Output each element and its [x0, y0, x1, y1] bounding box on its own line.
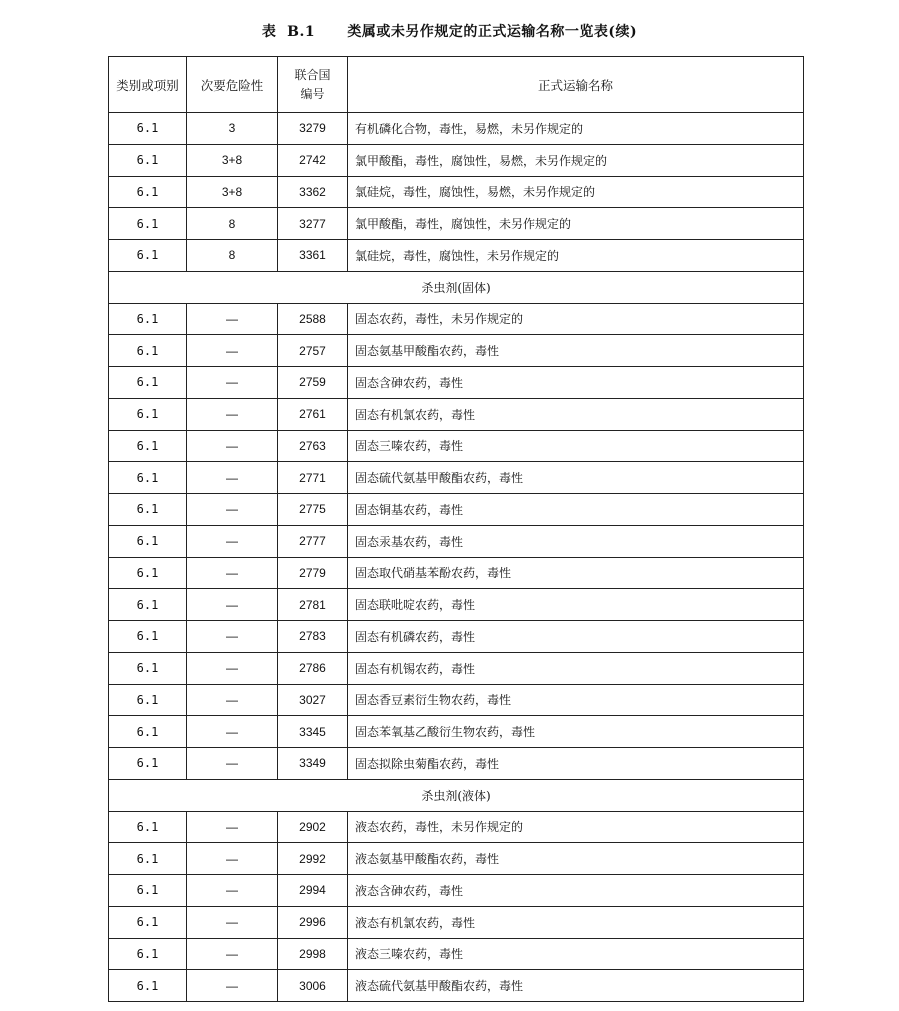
cell-un-number: 3279: [278, 113, 348, 145]
cell-shipping-name: 氯硅烷，毒性，腐蚀性，易燃，未另作规定的: [348, 176, 804, 208]
cell-un-number: 2763: [278, 430, 348, 462]
table-header-row: [109, 57, 804, 113]
cell-subsidiary-risk: —: [187, 430, 278, 462]
cell-subsidiary-risk: 3+8: [187, 144, 278, 176]
table-row: [109, 906, 804, 938]
cell-subsidiary-risk: —: [187, 335, 278, 367]
table-row: [109, 144, 804, 176]
table-row: [109, 398, 804, 430]
table-row: [109, 240, 804, 272]
cell-class: 6.1: [109, 240, 187, 272]
table-row: [109, 875, 804, 907]
table-row: [109, 716, 804, 748]
cell-subsidiary-risk: —: [187, 557, 278, 589]
cell-class: 6.1: [109, 938, 187, 970]
cell-subsidiary-risk: —: [187, 303, 278, 335]
cell-subsidiary-risk: —: [187, 938, 278, 970]
table-row: [109, 621, 804, 653]
cell-class: 6.1: [109, 462, 187, 494]
table-row: [109, 367, 804, 399]
table-row: [109, 811, 804, 843]
cell-class: 6.1: [109, 430, 187, 462]
cell-un-number: 3361: [278, 240, 348, 272]
cell-shipping-name: 液态农药，毒性，未另作规定的: [348, 811, 804, 843]
table-row: [109, 557, 804, 589]
table-row: [109, 652, 804, 684]
cell-shipping-name: 固态拟除虫菊酯农药，毒性: [348, 748, 804, 780]
cell-un-number: 2742: [278, 144, 348, 176]
cell-un-number: 2761: [278, 398, 348, 430]
table-row: [109, 303, 804, 335]
cell-class: 6.1: [109, 303, 187, 335]
cell-shipping-name: 氯甲酸酯，毒性，腐蚀性，易燃，未另作规定的: [348, 144, 804, 176]
table-row: [109, 430, 804, 462]
table-row: [109, 684, 804, 716]
cell-un-number: 2902: [278, 811, 348, 843]
cell-class: 6.1: [109, 748, 187, 780]
cell-class: 6.1: [109, 367, 187, 399]
cell-un-number: 3006: [278, 970, 348, 1002]
cell-subsidiary-risk: 3+8: [187, 176, 278, 208]
cell-shipping-name: 固态有机氯农药，毒性: [348, 398, 804, 430]
cell-subsidiary-risk: 3: [187, 113, 278, 145]
cell-subsidiary-risk: —: [187, 811, 278, 843]
cell-shipping-name: 液态含砷农药，毒性: [348, 875, 804, 907]
cell-shipping-name: 液态三嗪农药，毒性: [348, 938, 804, 970]
cell-subsidiary-risk: —: [187, 716, 278, 748]
cell-class: 6.1: [109, 652, 187, 684]
cell-subsidiary-risk: 8: [187, 208, 278, 240]
cell-shipping-name: 固态有机锡农药，毒性: [348, 652, 804, 684]
table-row: [109, 525, 804, 557]
cell-subsidiary-risk: —: [187, 652, 278, 684]
cell-subsidiary-risk: —: [187, 398, 278, 430]
cell-shipping-name: 液态硫代氨基甲酸酯农药，毒性: [348, 970, 804, 1002]
cell-un-number: 2588: [278, 303, 348, 335]
cell-class: 6.1: [109, 621, 187, 653]
table-row: [109, 970, 804, 1002]
cell-subsidiary-risk: —: [187, 970, 278, 1002]
cell-class: 6.1: [109, 144, 187, 176]
cell-shipping-name: 固态香豆素衍生物农药，毒性: [348, 684, 804, 716]
cell-shipping-name: 固态有机磷农药，毒性: [348, 621, 804, 653]
cell-class: 6.1: [109, 525, 187, 557]
cell-shipping-name: 有机磷化合物，毒性，易燃，未另作规定的: [348, 113, 804, 145]
cell-class: 6.1: [109, 208, 187, 240]
cell-class: 6.1: [109, 970, 187, 1002]
cell-subsidiary-risk: —: [187, 684, 278, 716]
cell-subsidiary-risk: —: [187, 621, 278, 653]
cell-subsidiary-risk: —: [187, 525, 278, 557]
cell-shipping-name: 固态氨基甲酸酯农药，毒性: [348, 335, 804, 367]
cell-un-number: 3027: [278, 684, 348, 716]
cell-shipping-name: 固态取代硝基苯酚农药，毒性: [348, 557, 804, 589]
cell-shipping-name: 液态氨基甲酸酯农药，毒性: [348, 843, 804, 875]
cell-shipping-name: 固态硫代氨基甲酸酯农药，毒性: [348, 462, 804, 494]
cell-un-number: 2777: [278, 525, 348, 557]
cell-class: 6.1: [109, 557, 187, 589]
header-un-number: 联合国 编号: [278, 57, 348, 113]
cell-subsidiary-risk: —: [187, 748, 278, 780]
header-subsidiary: 次要危险性: [187, 57, 278, 113]
cell-shipping-name: 固态含砷农药，毒性: [348, 367, 804, 399]
cell-un-number: 3345: [278, 716, 348, 748]
section-row: [109, 271, 804, 303]
table-title: 表 B.1 类属或未另作规定的正式运输名称一览表(续): [261, 24, 638, 40]
cell-class: 6.1: [109, 716, 187, 748]
cell-class: 6.1: [109, 843, 187, 875]
cell-shipping-name: 氯甲酸酯，毒性，腐蚀性，未另作规定的: [348, 208, 804, 240]
cell-shipping-name: 固态联吡啶农药，毒性: [348, 589, 804, 621]
table-row: [109, 462, 804, 494]
cell-subsidiary-risk: —: [187, 589, 278, 621]
cell-shipping-name: 固态汞基农药，毒性: [348, 525, 804, 557]
table-row: [109, 589, 804, 621]
cell-un-number: 2786: [278, 652, 348, 684]
cell-class: 6.1: [109, 335, 187, 367]
cell-un-number: 2783: [278, 621, 348, 653]
cell-shipping-name: 固态三嗪农药，毒性: [348, 430, 804, 462]
cell-un-number: 3277: [278, 208, 348, 240]
cell-subsidiary-risk: 8: [187, 240, 278, 272]
shipping-names-table: [108, 56, 804, 1002]
cell-subsidiary-risk: —: [187, 906, 278, 938]
cell-class: 6.1: [109, 684, 187, 716]
table-row: [109, 494, 804, 526]
cell-shipping-name: 固态农药，毒性，未另作规定的: [348, 303, 804, 335]
cell-class: 6.1: [109, 113, 187, 145]
header-shipping-name: 正式运输名称: [348, 57, 804, 113]
cell-shipping-name: 氯硅烷，毒性，腐蚀性，未另作规定的: [348, 240, 804, 272]
cell-un-number: 2998: [278, 938, 348, 970]
cell-un-number: 3349: [278, 748, 348, 780]
table-row: [109, 748, 804, 780]
table-row: [109, 208, 804, 240]
cell-un-number: 2757: [278, 335, 348, 367]
cell-subsidiary-risk: —: [187, 494, 278, 526]
cell-class: 6.1: [109, 176, 187, 208]
cell-un-number: 3362: [278, 176, 348, 208]
cell-class: 6.1: [109, 811, 187, 843]
cell-un-number: 2775: [278, 494, 348, 526]
cell-subsidiary-risk: —: [187, 843, 278, 875]
cell-un-number: 2781: [278, 589, 348, 621]
cell-shipping-name: 固态苯氧基乙酸衍生物农药，毒性: [348, 716, 804, 748]
table-row: [109, 938, 804, 970]
cell-un-number: 2994: [278, 875, 348, 907]
cell-un-number: 2759: [278, 367, 348, 399]
cell-un-number: 2771: [278, 462, 348, 494]
cell-un-number: 2779: [278, 557, 348, 589]
cell-class: 6.1: [109, 906, 187, 938]
section-label: 杀虫剂(液体): [109, 779, 804, 811]
section-row: [109, 779, 804, 811]
section-label: 杀虫剂(固体): [109, 271, 804, 303]
cell-un-number: 2992: [278, 843, 348, 875]
cell-class: 6.1: [109, 494, 187, 526]
table-row: [109, 113, 804, 145]
cell-subsidiary-risk: —: [187, 367, 278, 399]
cell-subsidiary-risk: —: [187, 875, 278, 907]
cell-class: 6.1: [109, 398, 187, 430]
cell-subsidiary-risk: —: [187, 462, 278, 494]
cell-class: 6.1: [109, 875, 187, 907]
cell-shipping-name: 液态有机氯农药，毒性: [348, 906, 804, 938]
cell-shipping-name: 固态铜基农药，毒性: [348, 494, 804, 526]
table-row: [109, 843, 804, 875]
table-row: [109, 176, 804, 208]
cell-class: 6.1: [109, 589, 187, 621]
header-class: 类别或项别: [109, 57, 187, 113]
table-row: [109, 335, 804, 367]
cell-un-number: 2996: [278, 906, 348, 938]
